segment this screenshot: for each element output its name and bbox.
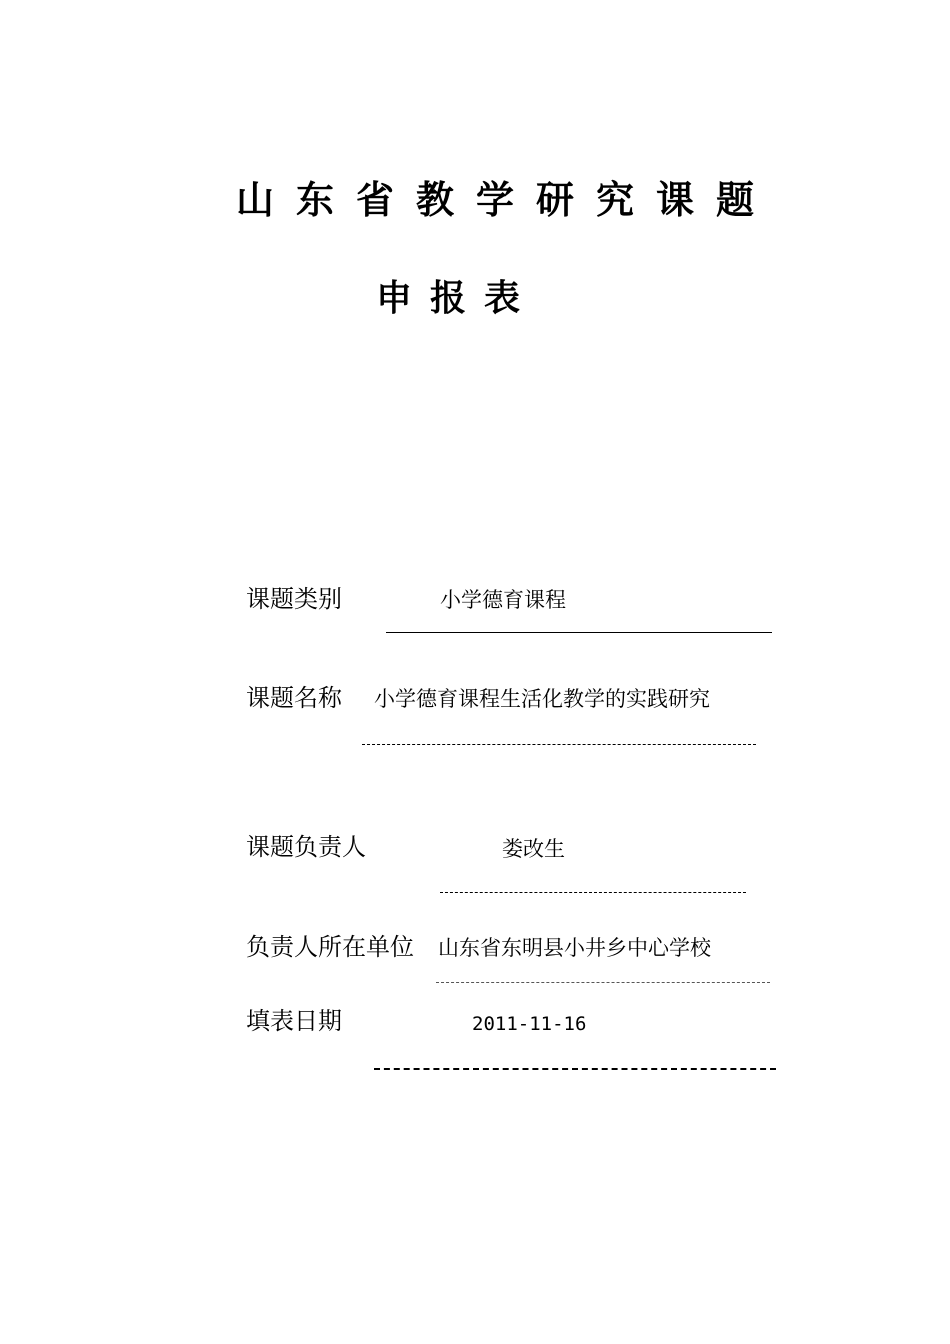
date-value: 2011-11-16 [472,1013,587,1035]
name-value: 小学德育课程生活化教学的实践研究 [374,687,710,711]
unit-label: 负责人所在单位 [246,933,414,961]
form-subtitle: 申报表 [376,277,539,319]
unit-value: 山东省东明县小井乡中心学校 [438,936,711,960]
name-underline [362,744,756,745]
category-label: 课题类别 [246,585,342,613]
leader-label: 课题负责人 [246,833,366,861]
name-label: 课题名称 [246,684,342,712]
category-value: 小学德育课程 [440,588,566,612]
form-title: 山东省教学研究课题 [236,177,777,222]
leader-underline [440,892,746,893]
date-label: 填表日期 [246,1007,342,1035]
unit-underline [436,982,770,983]
date-underline [374,1068,776,1070]
leader-value: 娄改生 [502,837,565,861]
category-underline [386,632,772,633]
